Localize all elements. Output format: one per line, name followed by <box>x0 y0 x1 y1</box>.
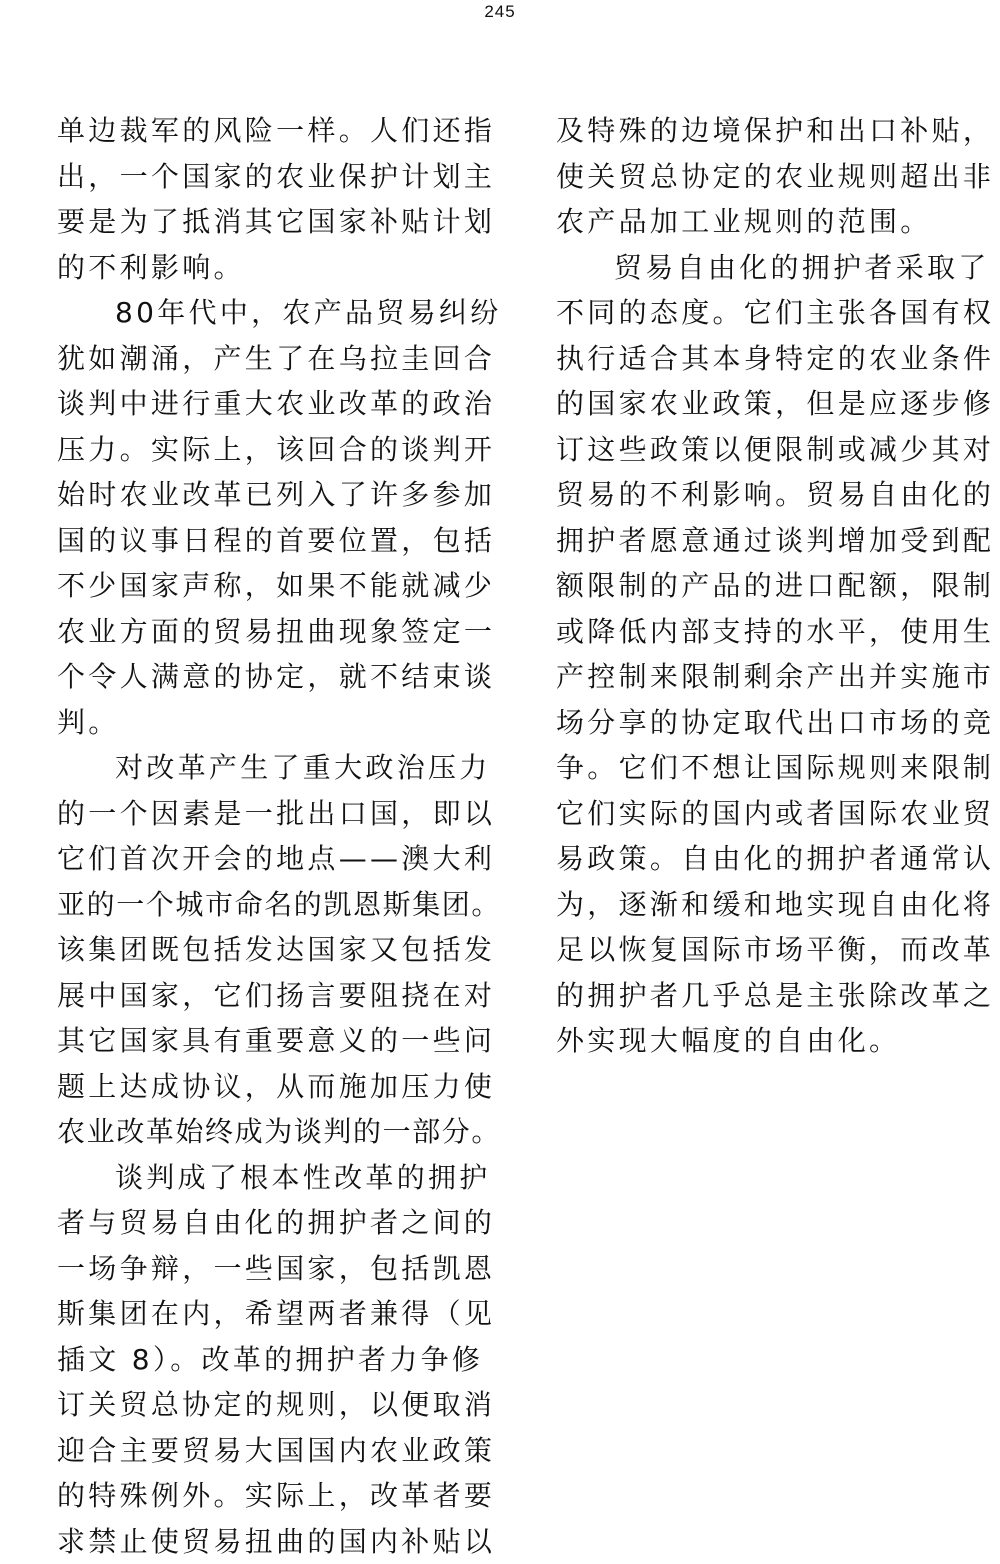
text-line: 迎合主要贸易大国国内农业政策 <box>57 1428 472 1474</box>
text-line: 对改革产生了重大政治压力 <box>57 745 472 791</box>
text-line: 及特殊的边境保护和出口补贴， <box>556 108 971 154</box>
text-line: 始时农业改革已列入了许多参加 <box>57 472 472 518</box>
text-line: 它们首次开会的地点——澳大利 <box>57 836 472 882</box>
text-line: 展中国家，它们扬言要阻挠在对 <box>57 973 472 1019</box>
text-line: 犹如潮涌，产生了在乌拉圭回合 <box>57 336 472 382</box>
text-line: 求禁止使贸易扭曲的国内补贴以 <box>57 1519 472 1564</box>
text-line: 或降低内部支持的水平，使用生 <box>556 609 971 655</box>
text-line: 插文 8）。改革的拥护者力争修 <box>57 1337 472 1383</box>
text-line: 的不利影响。 <box>57 245 472 291</box>
text-line: 争。它们不想让国际规则来限制 <box>556 745 971 791</box>
text-line: 国的议事日程的首要位置，包括 <box>57 518 472 564</box>
text-line: 拥护者愿意通过谈判增加受到配 <box>556 518 971 564</box>
text-line: 亚的一个城市命名的凯恩斯集团。 <box>57 882 472 928</box>
left-text-column <box>57 108 472 1564</box>
text-line: 题上达成协议，从而施加压力使 <box>57 1064 472 1110</box>
text-line: 外实现大幅度的自由化。 <box>556 1018 971 1064</box>
text-line: 80年代中，农产品贸易纠纷 <box>57 290 472 336</box>
text-line: 谈判成了根本性改革的拥护 <box>57 1155 472 1201</box>
text-line: 者与贸易自由化的拥护者之间的 <box>57 1200 472 1246</box>
text-line: 执行适合其本身特定的农业条件 <box>556 336 971 382</box>
text-line: 其它国家具有重要意义的一些问 <box>57 1018 472 1064</box>
text-line: 使关贸总协定的农业规则超出非 <box>556 154 971 200</box>
text-line: 一场争辩，一些国家，包括凯恩 <box>57 1246 472 1292</box>
text-line: 它们实际的国内或者国际农业贸 <box>556 791 971 837</box>
text-line: 足以恢复国际市场平衡，而改革 <box>556 927 971 973</box>
text-line: 的一个因素是一批出口国，即以 <box>57 791 472 837</box>
text-line: 农产品加工业规则的范围。 <box>556 199 971 245</box>
text-line: 为，逐渐和缓和地实现自由化将 <box>556 882 971 928</box>
text-line: 贸易自由化的拥护者采取了 <box>556 245 971 291</box>
text-line: 贸易的不利影响。贸易自由化的 <box>556 472 971 518</box>
text-line: 压力。实际上，该回合的谈判开 <box>57 427 472 473</box>
text-line: 农业改革始终成为谈判的一部分。 <box>57 1109 472 1155</box>
text-line: 产控制来限制剩余产出并实施市 <box>556 654 971 700</box>
page-number: 245 <box>0 2 1000 22</box>
text-line: 不少国家声称，如果不能就减少 <box>57 563 472 609</box>
text-line: 额限制的产品的进口配额，限制 <box>556 563 971 609</box>
text-line: 易政策。自由化的拥护者通常认 <box>556 836 971 882</box>
text-line: 场分享的协定取代出口市场的竞 <box>556 700 971 746</box>
text-line: 个令人满意的协定，就不结束谈 <box>57 654 472 700</box>
text-line: 判。 <box>57 700 472 746</box>
text-line: 谈判中进行重大农业改革的政治 <box>57 381 472 427</box>
text-line: 订关贸总协定的规则，以便取消 <box>57 1382 472 1428</box>
text-line: 斯集团在内，希望两者兼得（见 <box>57 1291 472 1337</box>
text-line: 不同的态度。它们主张各国有权 <box>556 290 971 336</box>
text-line: 订这些政策以便限制或减少其对 <box>556 427 971 473</box>
text-line: 的特殊例外。实际上，改革者要 <box>57 1473 472 1519</box>
text-line: 要是为了抵消其它国家补贴计划 <box>57 199 472 245</box>
text-line: 出，一个国家的农业保护计划主 <box>57 154 472 200</box>
right-text-column <box>556 108 971 1064</box>
text-line: 该集团既包括发达国家又包括发 <box>57 927 472 973</box>
text-line: 的国家农业政策，但是应逐步修 <box>556 381 971 427</box>
text-line: 农业方面的贸易扭曲现象签定一 <box>57 609 472 655</box>
text-line: 的拥护者几乎总是主张除改革之 <box>556 973 971 1019</box>
text-line: 单边裁军的风险一样。人们还指 <box>57 108 472 154</box>
